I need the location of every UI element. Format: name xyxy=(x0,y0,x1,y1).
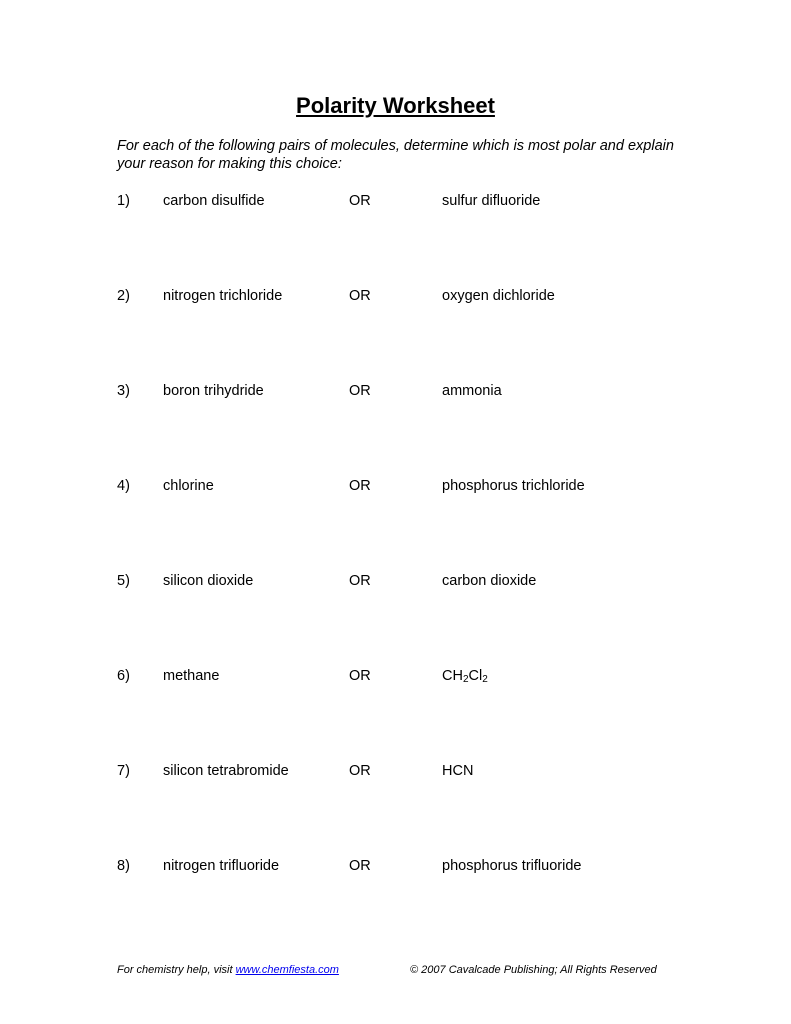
question-row xyxy=(0,381,791,401)
or-label: OR xyxy=(349,288,371,304)
question-number: 1) xyxy=(117,193,130,209)
question-row xyxy=(0,856,791,876)
formula-part: Cl xyxy=(468,668,483,684)
molecule-b-formula xyxy=(442,666,488,686)
question-number: 6) xyxy=(117,668,130,684)
footer-help-text: For chemistry help, visit xyxy=(117,964,236,976)
molecule-a: methane xyxy=(163,668,220,684)
molecule-a: nitrogen trichloride xyxy=(163,288,283,304)
question-row xyxy=(0,571,791,591)
formula-part: CH xyxy=(442,668,463,684)
footer-help xyxy=(117,963,339,977)
molecule-b: HCN xyxy=(442,763,474,779)
question-number: 5) xyxy=(117,573,130,589)
instructions: For each of the following pairs of molecules, determine which is most polar and explain your reason for making this choice: xyxy=(117,138,674,172)
molecule-b: ammonia xyxy=(442,383,502,399)
molecule-a: silicon tetrabromide xyxy=(163,763,289,779)
molecule-a: chlorine xyxy=(163,478,214,494)
or-label: OR xyxy=(349,478,371,494)
or-label: OR xyxy=(349,668,371,684)
molecule-a: boron trihydride xyxy=(163,383,264,399)
page-title: Polarity Worksheet xyxy=(296,93,495,118)
or-label: OR xyxy=(349,858,371,874)
molecule-b: sulfur difluoride xyxy=(442,193,541,209)
molecule-a: carbon disulfide xyxy=(163,193,265,209)
molecule-b: oxygen dichloride xyxy=(442,288,555,304)
question-row xyxy=(0,286,791,306)
formula-subscript: 2 xyxy=(462,674,469,685)
chemfiesta-link[interactable]: www.chemfiesta.com xyxy=(235,964,339,976)
question-number: 3) xyxy=(117,383,130,399)
or-label: OR xyxy=(349,573,371,589)
or-label: OR xyxy=(349,763,371,779)
or-label: OR xyxy=(349,383,371,399)
question-row xyxy=(0,761,791,781)
question-row xyxy=(0,476,791,496)
molecule-b: carbon dioxide xyxy=(442,573,537,589)
question-row xyxy=(0,191,791,211)
question-number: 7) xyxy=(117,763,130,779)
formula-subscript: 2 xyxy=(482,674,488,685)
question-number: 8) xyxy=(117,858,130,874)
question-number: 4) xyxy=(117,478,130,494)
molecule-a: nitrogen trifluoride xyxy=(163,858,280,874)
question-number: 2) xyxy=(117,288,130,304)
question-row xyxy=(0,666,791,686)
molecule-b: phosphorus trifluoride xyxy=(442,858,582,874)
or-label: OR xyxy=(349,193,371,209)
molecule-b: phosphorus trichloride xyxy=(442,478,585,494)
footer-copyright: © 2007 Cavalcade Publishing; All Rights Reserved xyxy=(410,964,657,976)
molecule-a: silicon dioxide xyxy=(163,573,254,589)
